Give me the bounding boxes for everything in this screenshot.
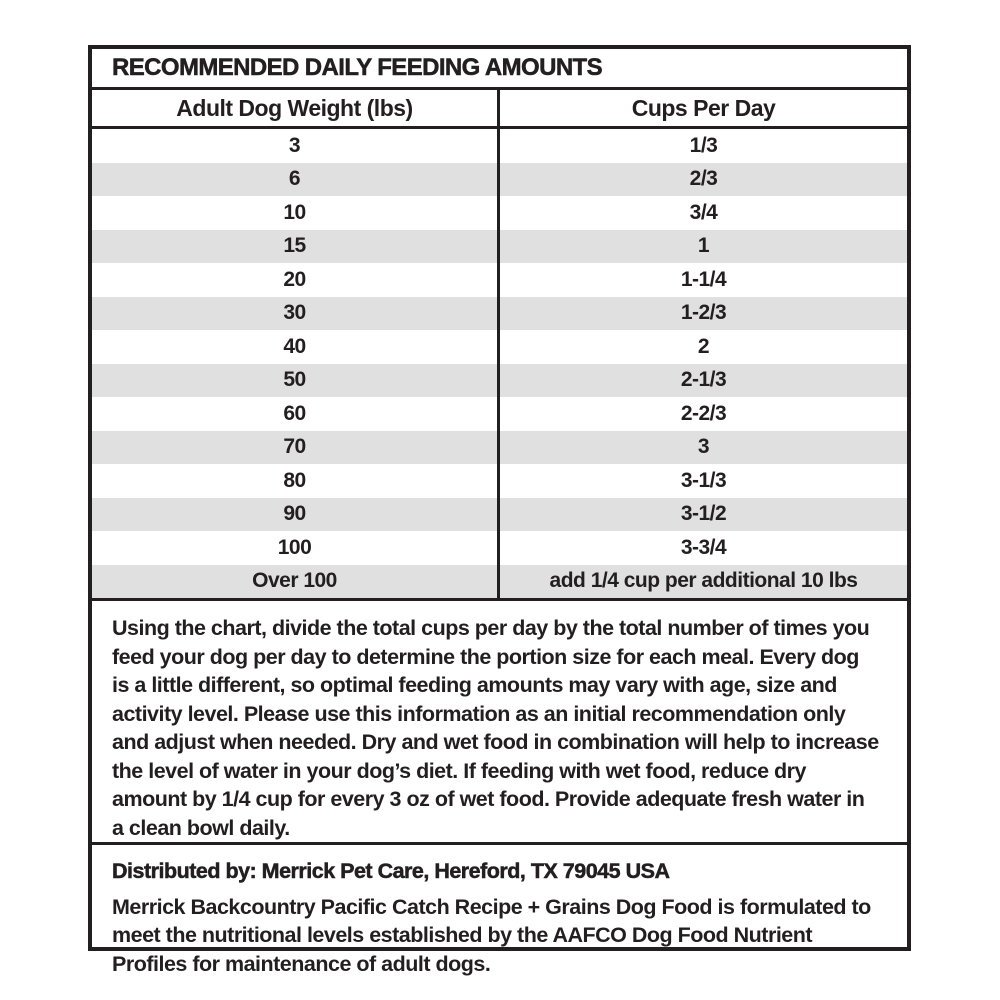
distribution-section	[92, 845, 907, 978]
table-row	[92, 498, 907, 532]
table-row	[92, 431, 907, 465]
cups-cell: 2	[697, 334, 710, 358]
cups-cell: 1-2/3	[680, 301, 727, 325]
cups-cell: 1/3	[689, 133, 718, 157]
cups-cell: 1	[697, 234, 710, 258]
cups-cell: 2-1/3	[680, 368, 727, 392]
table-row	[92, 263, 907, 297]
weight-cell: 40	[92, 330, 500, 364]
table-row	[92, 531, 907, 565]
cups-cell: 2-2/3	[680, 401, 727, 425]
cups-cell: add 1/4 cup per additional 10 lbs	[549, 569, 858, 593]
table-row	[92, 230, 907, 264]
cups-cell: 1-1/4	[680, 267, 727, 291]
weight-cell: 50	[92, 364, 500, 398]
cups-cell: 3	[697, 435, 710, 459]
cups-cell: 3-3/4	[680, 535, 727, 559]
weight-cell: 80	[92, 464, 500, 498]
cups-cell: 3-1/3	[680, 468, 727, 492]
column-header-weight: Adult Dog Weight (lbs)	[92, 90, 500, 126]
distributor-line: Distributed by: Merrick Pet Care, Hereford, TX 79045 USA	[112, 859, 670, 883]
weight-cell: 100	[92, 531, 500, 565]
weight-cell: 15	[92, 230, 500, 264]
weight-cell: Over 100	[92, 565, 500, 599]
table-row	[92, 397, 907, 431]
table-row	[92, 163, 907, 197]
feeding-table-title: RECOMMENDED DAILY FEEDING AMOUNTS	[92, 49, 907, 90]
table-row	[92, 297, 907, 331]
weight-cell: 90	[92, 498, 500, 532]
feeding-instructions: Using the chart, divide the total cups per day by the total number of times you feed your dog per day to determine the portion size for each meal. Every dog is a little different, so optimal feeding amounts may vary with age, size and activity level. Please use this information as an initial recommendation only and adjust when needed. Dry and wet food in combination will help to increase the level of water in your dog’s diet. If feeding with wet food, reduce dry amount by 1/4 cup for every 3 oz of wet food. Provide adequate fresh water in a clean bowl daily.	[92, 601, 907, 845]
cups-cell: 3/4	[689, 200, 718, 224]
weight-cell: 6	[92, 163, 500, 197]
weight-cell: 70	[92, 431, 500, 465]
table-row	[92, 196, 907, 230]
aafco-statement: Merrick Backcountry Pacific Catch Recipe + Grains Dog Food is formulated to meet the nutritional levels established by the AAFCO Dog Food Nutrient Profiles for maintenance of adult dogs.	[112, 894, 871, 976]
table-row	[92, 565, 907, 599]
cups-cell: 2/3	[689, 167, 718, 191]
weight-cell: 20	[92, 263, 500, 297]
feeding-table-header	[92, 90, 907, 129]
feeding-guide-label	[88, 45, 911, 976]
cups-cell: 3-1/2	[680, 502, 727, 526]
weight-cell: 30	[92, 297, 500, 331]
table-row	[92, 129, 907, 163]
feeding-table-body	[92, 129, 907, 601]
table-row	[92, 330, 907, 364]
column-header-cups: Cups Per Day	[631, 94, 776, 121]
table-row	[92, 464, 907, 498]
weight-cell: 60	[92, 397, 500, 431]
table-row	[92, 364, 907, 398]
weight-cell: 10	[92, 196, 500, 230]
weight-cell: 3	[92, 129, 500, 163]
